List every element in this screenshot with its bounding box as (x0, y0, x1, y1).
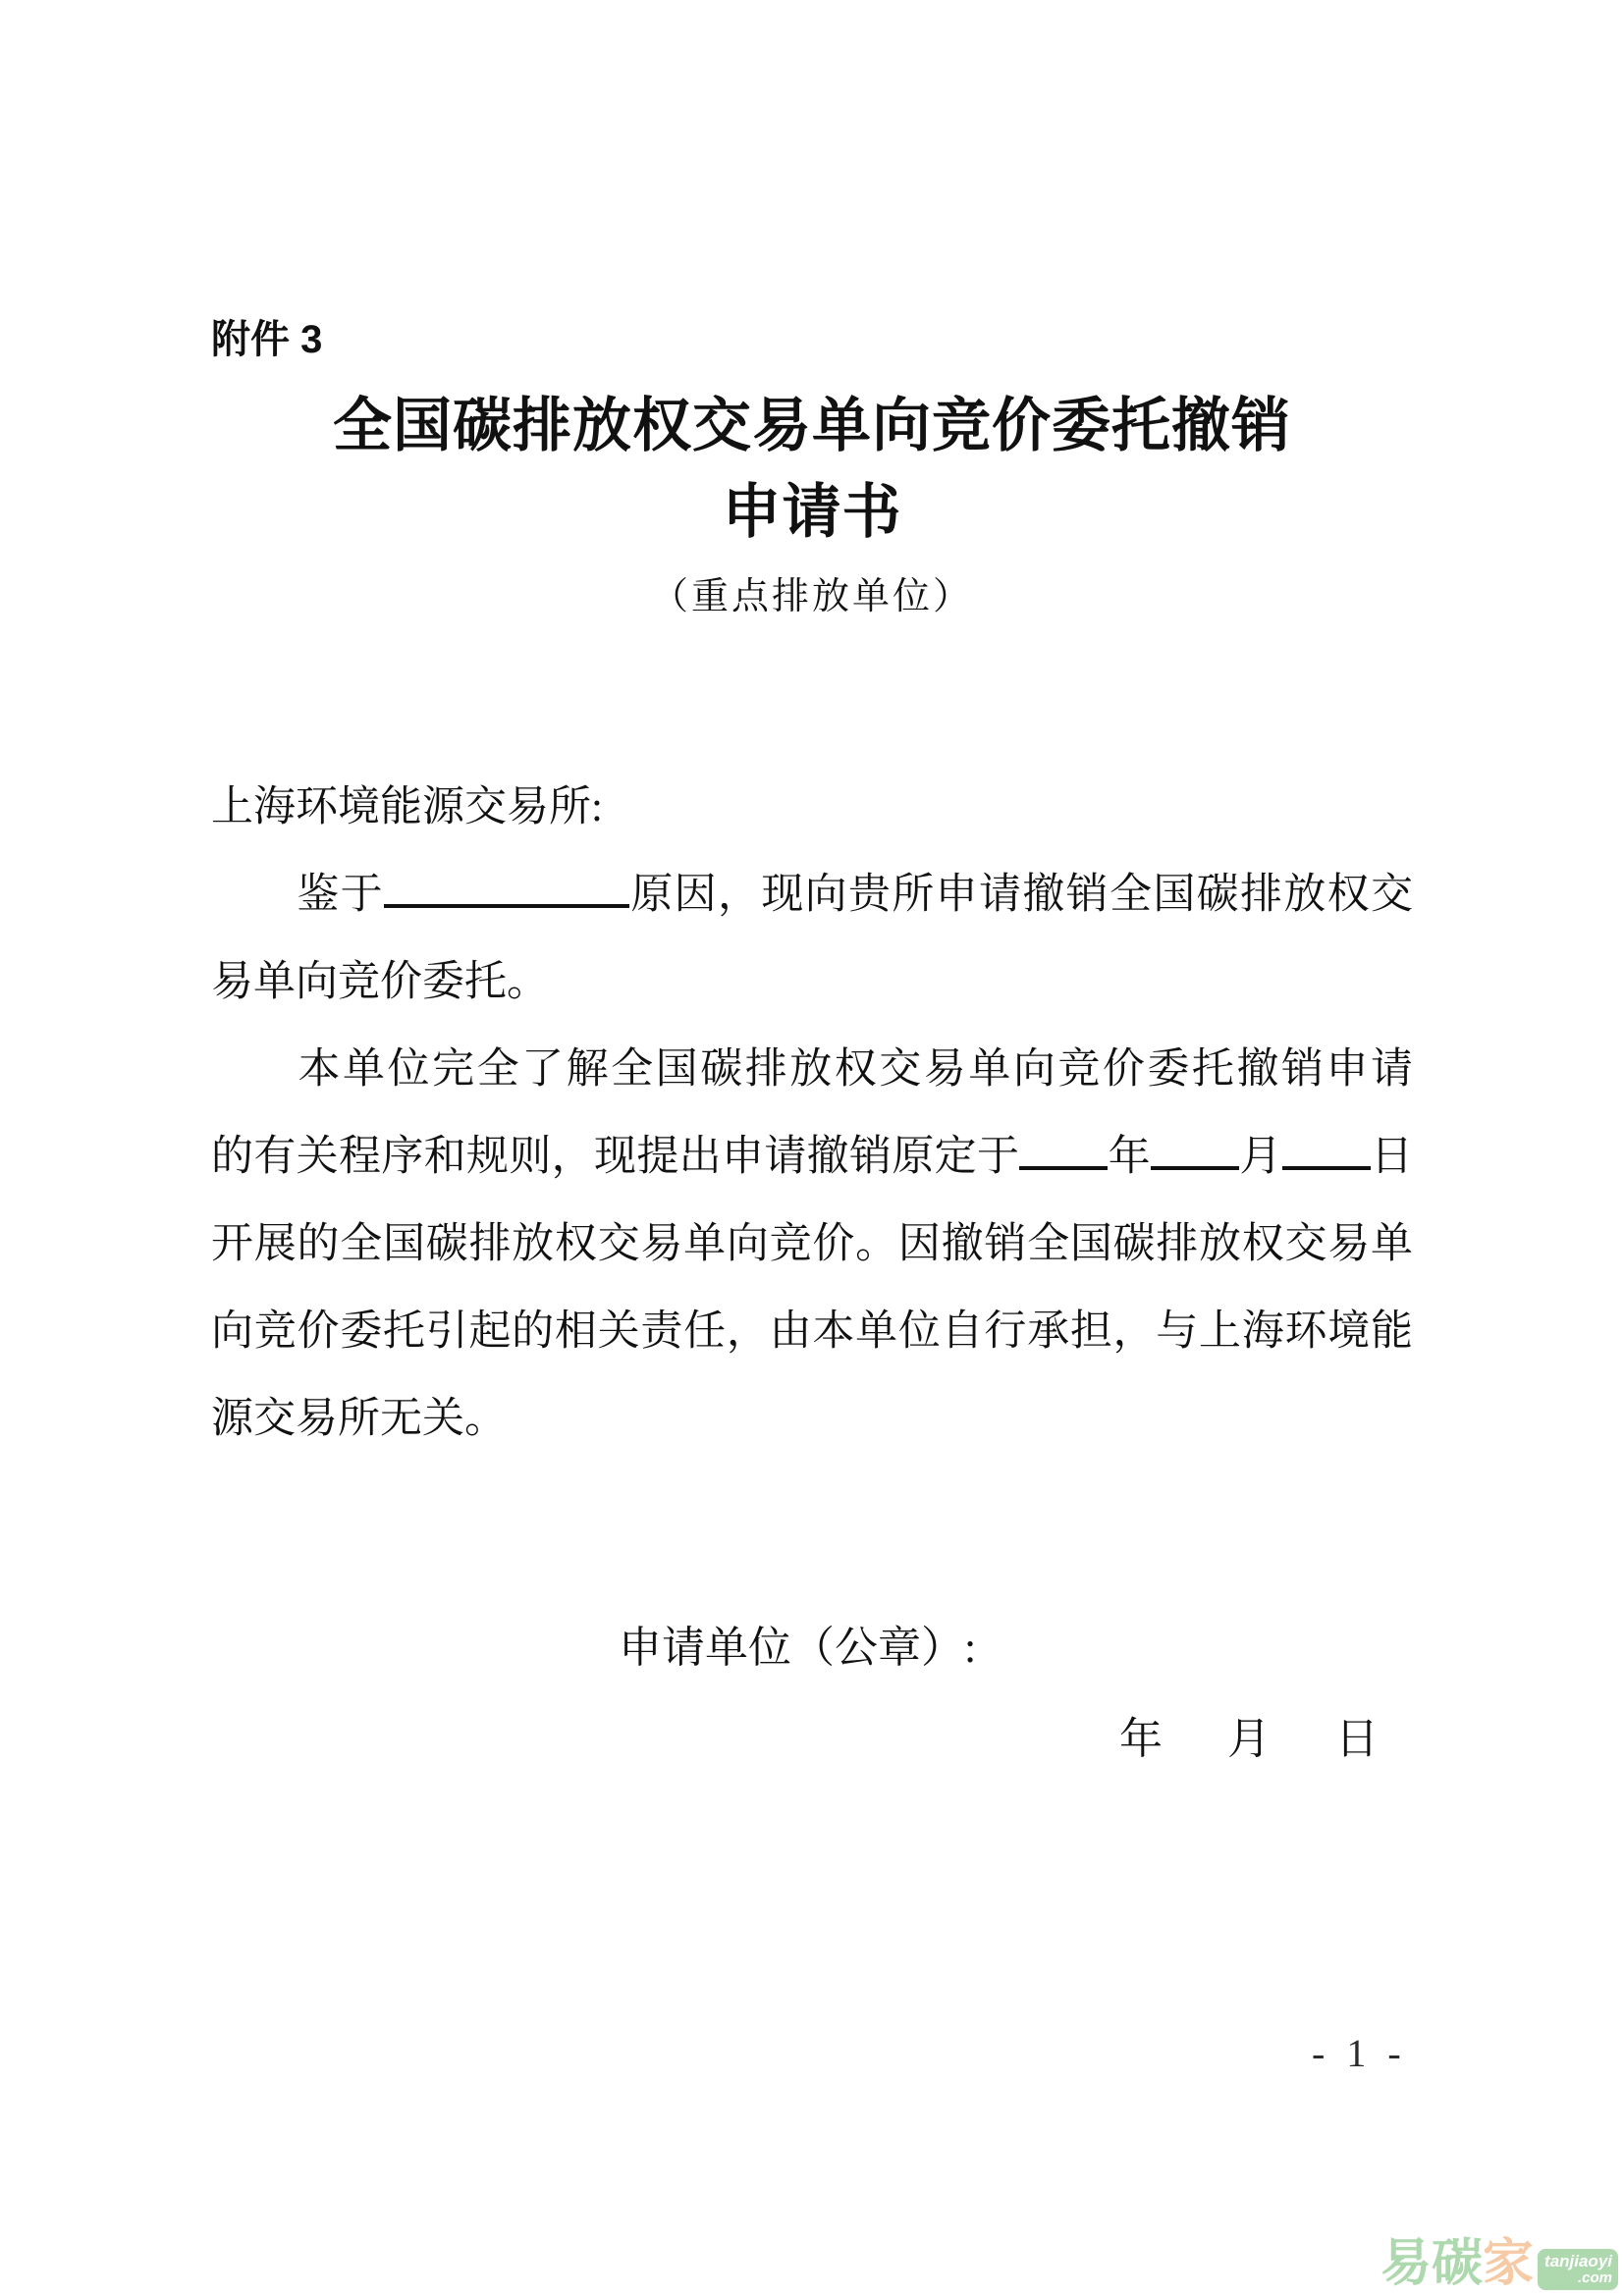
logo-char-jia: 家 (1482, 2236, 1534, 2292)
body-text: 源交易所无关。 (211, 1396, 507, 1442)
body-text: 向竞价委托引起的相关责任，由本单位自行承担，与上海环境能 (211, 1308, 1413, 1355)
body-line (211, 764, 1413, 851)
body-line (211, 1026, 1413, 1113)
date-year-label: 年 (1119, 1715, 1163, 1763)
document-title-line2: 申请书 (722, 480, 902, 545)
body-line (211, 938, 1413, 1026)
signature-date-line (1119, 1713, 1379, 1766)
logo-badge (1538, 2249, 1618, 2290)
body-line (211, 1201, 1413, 1288)
signature-unit-label: 申请单位（公章）: (619, 1624, 977, 1672)
letter-body (211, 764, 1413, 1463)
logo-char-tan: 碳 (1431, 2236, 1483, 2292)
blank-underline-field (1282, 1127, 1371, 1170)
badge-domain: tanjiaoyi (1544, 2252, 1612, 2270)
body-line (211, 1113, 1413, 1201)
blank-underline-field (384, 865, 629, 908)
date-day-label: 日 (1335, 1715, 1379, 1763)
page-number: - 1 - (1312, 2031, 1407, 2075)
watermark-logo (1380, 2237, 1618, 2292)
indent-spacer (211, 1043, 296, 1083)
body-text: 开展的全国碳排放权交易单向竞价。因撤销全国碳排放权交易单 (211, 1221, 1413, 1267)
body-text: 易单向竞价委托。 (211, 959, 549, 1005)
body-line (211, 1375, 1413, 1463)
indent-spacer (211, 869, 296, 908)
body-text: 鉴于 (296, 872, 384, 918)
document-title-line1: 全国碳排放权交易单向竞价委托撤销 (333, 394, 1291, 458)
document-subtitle: （重点排放单位） (650, 576, 973, 617)
attachment-label: 附件 3 (211, 318, 323, 361)
body-text: 月 (1239, 1134, 1282, 1180)
body-text: 原因，现向贵所申请撤销全国碳排放权交 (629, 872, 1413, 918)
date-month-label: 月 (1227, 1715, 1271, 1763)
body-text: 的有关程序和规则，现提出申请撤销原定于 (211, 1134, 1020, 1180)
blank-underline-field (1019, 1127, 1108, 1170)
body-text: 上海环境能源交易所: (211, 784, 603, 830)
body-text: 本单位完全了解全国碳排放权交易单向竞价委托撤销申请 (296, 1046, 1413, 1093)
body-line (211, 1288, 1413, 1375)
body-line (211, 851, 1413, 938)
body-text: 日 (1370, 1134, 1414, 1180)
badge-tld: .com (1577, 2269, 1612, 2286)
logo-char-yi: 易 (1380, 2236, 1432, 2292)
blank-underline-field (1151, 1127, 1239, 1170)
body-text: 年 (1108, 1134, 1152, 1180)
